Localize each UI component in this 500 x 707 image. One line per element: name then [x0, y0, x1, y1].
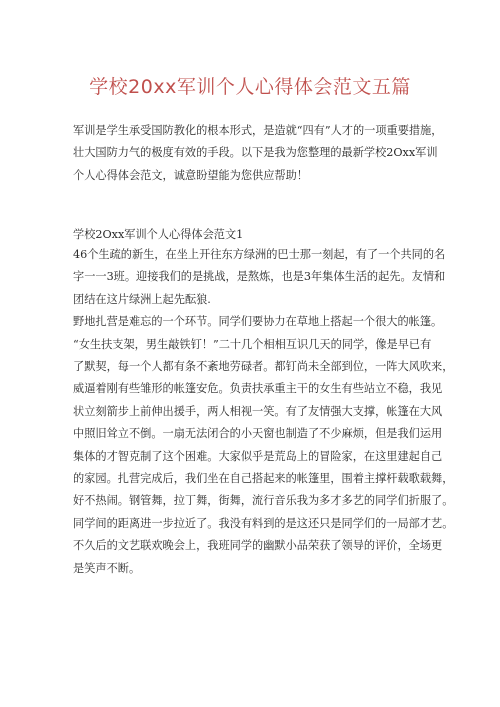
intro-line: 个人心得体会范文，诚意盼望能为您供应帮助！ [73, 168, 308, 182]
content-line: 的家园。扎营完成后，我们坐在自己搭起来的帐篷里，围着主撑杆载歌载舞， [73, 472, 454, 486]
content-line: 好不热闹。钢管舞，拉丁舞，街舞，流行音乐我为多才多艺的同学们折服了。 [73, 494, 454, 508]
content-line: 集体的才智克制了这个困难。大家似乎是荒岛上的冒险家，在这里建起自己 [73, 449, 443, 463]
section-heading: 学校2Oxx军训个人心得体会范文1 [73, 228, 244, 241]
content-paragraphs [73, 244, 454, 580]
intro-line: 壮大国防力气的极度有效的手段。以下是我为您整理的最新学校2Oxx军训 [73, 146, 438, 160]
content-line: 46个生疏的新生，在坐上开往东方绿洲的巴士那一刻起，有了一个共同的名 [73, 248, 446, 261]
content-line: 威逼着刚有些雏形的帐篷安危。负责扶承重主干的女生有些站立不稳，我见 [73, 382, 443, 396]
content-line: 状立刻箭步上前伸出援手，两人相视一笑。有了友情强大支撑，帐篷在大风 [73, 404, 443, 418]
content-line: 字一一3班。迎接我们的是挑战，是熬炼，也是3年集体生活的起先。友情和 [73, 270, 446, 284]
intro-line: 军训是学生承受国防教化的根本形式，是造就“四有”人才的一项重要措施， [73, 124, 443, 137]
content-line: 是笑声不断。 [73, 561, 141, 575]
content-line: 团结在这片绿洲上起先酝狼. [73, 292, 211, 306]
content-line: “女生扶支架，男生敲铁钉！”二十几个相相互识几天的同学，像是早已有 [73, 337, 432, 351]
content-line: 同学间的距离进一步拉近了。我没有料到的是这还只是同学们的一局部才艺。 [73, 516, 454, 530]
content-line: 不久后的文艺联欢晚会上，我班同学的幽默小品荣获了领导的评价，全场更 [73, 539, 443, 553]
document-title: 学校20xx军训个人心得体会范文五篇 [89, 76, 411, 98]
content-line: 中照旧耸立不倒。一扇无法闭合的小天窗也制造了不少麻烦，但是我们运用 [73, 427, 443, 441]
content-line: 了默契，每一个人都有条不紊地劳碌者。都钉尚未全部到位，一阵大风吹来， [73, 360, 454, 374]
intro-paragraph [73, 120, 443, 187]
content-line: 野地扎营是难忘的一个环节。同学们要协力在草地上搭起一个很大的帐篷。 [73, 315, 443, 329]
